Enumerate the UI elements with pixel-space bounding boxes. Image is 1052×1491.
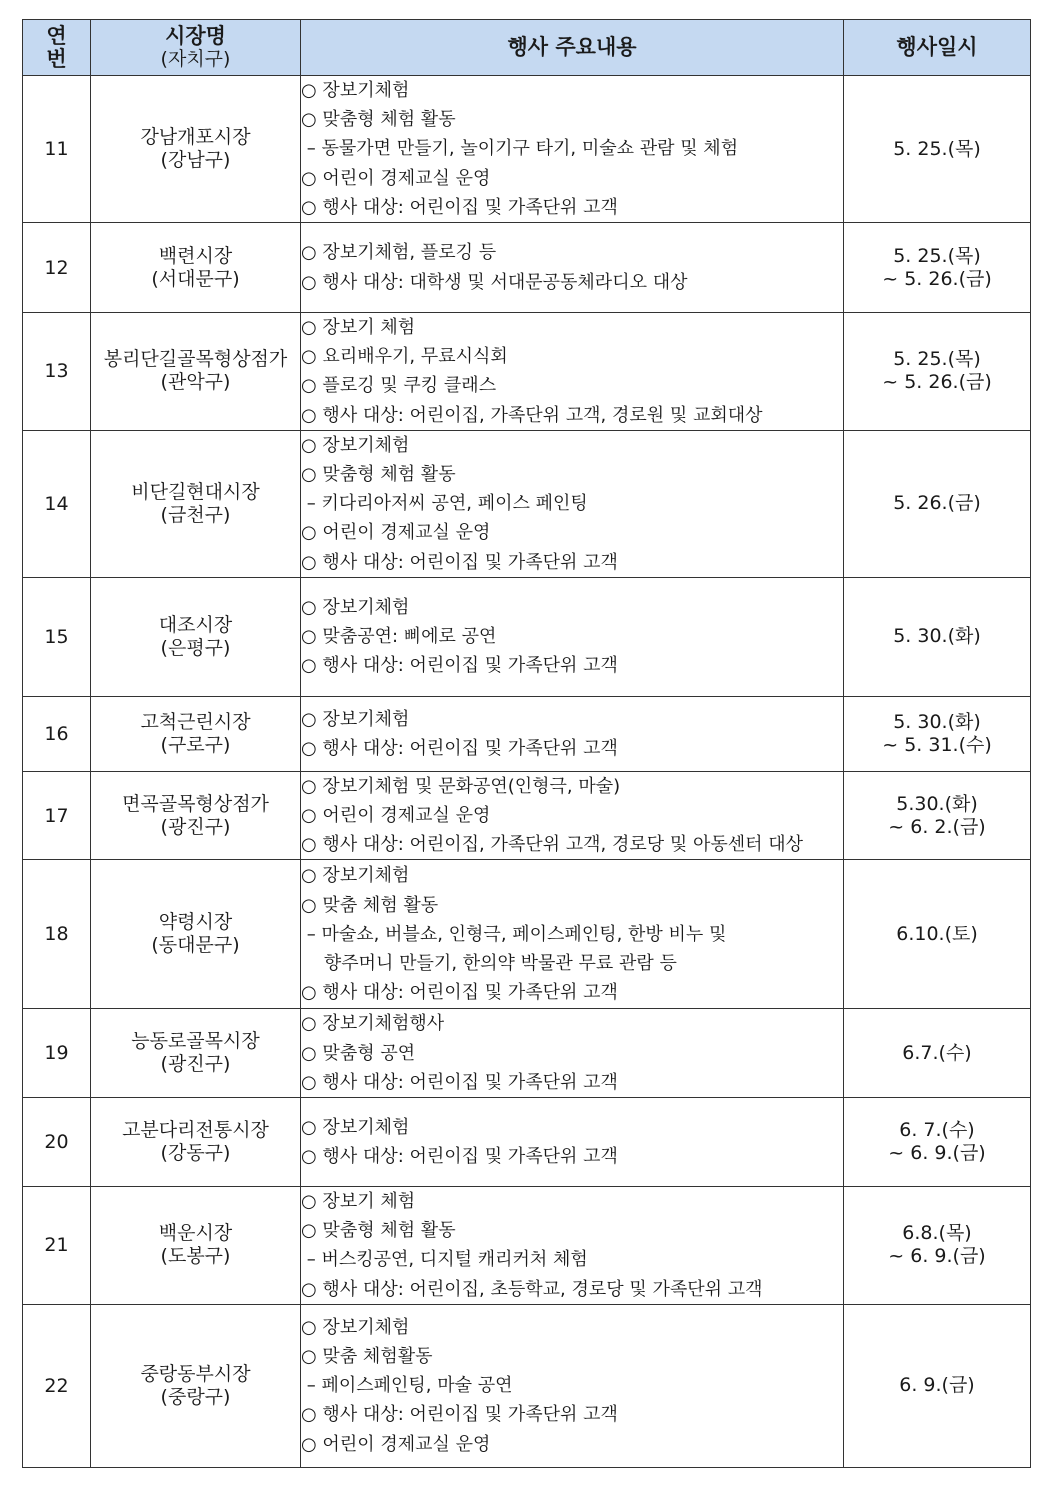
row-number: 21: [23, 1187, 91, 1305]
event-content-line: ○ 어린이 경제교실 운영: [301, 1433, 491, 1455]
table-row: [23, 577, 1031, 696]
event-date-start: 5. 25.(목): [893, 348, 981, 371]
event-date-start: 6. 7.(수): [899, 1119, 975, 1142]
event-content-cell: [301, 1098, 844, 1187]
event-date-cell: [844, 1098, 1031, 1187]
header-date: 행사일시: [844, 20, 1031, 76]
table-row: [23, 76, 1031, 223]
header-number: 연 번: [23, 20, 91, 76]
table-row: [23, 313, 1031, 431]
event-content-line: ○ 장보기체험: [301, 80, 410, 101]
event-content-cell: [301, 1187, 844, 1305]
district-name: (구로구): [160, 733, 231, 756]
event-date-cell: [844, 76, 1031, 223]
market-cell: [91, 1304, 301, 1467]
event-date-cell: [844, 223, 1031, 313]
event-content-line: ○ 장보기체험: [301, 708, 410, 730]
row-number: 16: [23, 696, 91, 771]
event-date-cell: [844, 577, 1031, 696]
event-date-cell: [844, 1187, 1031, 1305]
market-name: 약령시장: [158, 911, 233, 934]
table-row: [23, 430, 1031, 577]
table-row: [23, 696, 1031, 771]
market-name: 백련시장: [158, 244, 233, 267]
row-number: 18: [23, 860, 91, 1009]
row-number: 11: [23, 76, 91, 223]
event-content-line: ○ 행사 대상: 어린이집, 가족단위 고객, 경로당 및 아동센터 대상: [301, 834, 804, 856]
market-name: 백운시장: [158, 1222, 233, 1245]
market-name: 봉리단길골목형상점가: [103, 348, 288, 371]
district-name: (도봉구): [160, 1245, 231, 1268]
market-cell: [91, 860, 301, 1009]
event-content-line: ○ 행사 대상: 어린이집 및 가족단위 고객: [301, 1146, 618, 1168]
district-name: (광진구): [160, 1053, 231, 1076]
event-date-cell: [844, 1009, 1031, 1098]
event-content-line: ○ 행사 대상: 어린이집, 가족단위 고객, 경로원 및 교회대상: [301, 404, 763, 426]
event-content-cell: [301, 860, 844, 1009]
row-number: 13: [23, 313, 91, 431]
event-content-line: 향주머니 만들기, 한의약 박물관 무료 관람 등: [301, 953, 677, 975]
event-content-line: – 키다리아저씨 공연, 페이스 페인팅: [301, 493, 588, 515]
event-date-end: ~ 6. 2.(금): [888, 815, 986, 838]
event-date-start: 5.30.(화): [896, 792, 978, 815]
market-cell: [91, 223, 301, 313]
event-date-start: 6.8.(목): [902, 1222, 972, 1245]
event-content-line: ○ 행사 대상: 어린이집 및 가족단위 고객: [301, 1071, 618, 1093]
event-content-cell: [301, 577, 844, 696]
market-name: 고척근린시장: [140, 710, 251, 733]
row-number: 14: [23, 430, 91, 577]
event-content-line: ○ 행사 대상: 대학생 및 서대문공동체라디오 대상: [301, 271, 688, 293]
district-name: (중랑구): [160, 1385, 231, 1408]
event-content-cell: [301, 696, 844, 771]
market-cell: [91, 1098, 301, 1187]
table-row: [23, 1098, 1031, 1187]
event-content-line: ○ 맞춤형 체험 활동: [301, 464, 456, 486]
event-date-start: 6.10.(토): [896, 922, 978, 945]
row-number: 12: [23, 223, 91, 313]
event-content-line: ○ 어린이 경제교실 운영: [301, 167, 491, 189]
market-name: 면곡골목형상점가: [122, 792, 269, 815]
market-cell: [91, 430, 301, 577]
event-date-start: 5. 30.(화): [893, 625, 981, 648]
event-content-cell: [301, 223, 844, 313]
event-content-line: – 페이스페인팅, 마술 공연: [301, 1375, 513, 1397]
table-row: [23, 1187, 1031, 1305]
event-content-line: ○ 장보기체험, 플로깅 등: [301, 242, 497, 264]
event-content-line: ○ 행사 대상: 어린이집 및 가족단위 고객: [301, 655, 618, 677]
header-content: 행사 주요내용: [301, 20, 844, 76]
event-date-cell: [844, 771, 1031, 860]
event-content-cell: [301, 76, 844, 223]
table-header: [23, 20, 1031, 76]
event-date-start: 5. 25.(목): [893, 244, 981, 267]
event-content-line: ○ 행사 대상: 어린이집 및 가족단위 고객: [301, 737, 618, 759]
event-content-line: ○ 맞춤형 공연: [301, 1042, 416, 1064]
district-name: (광진구): [160, 815, 231, 838]
event-content-line: ○ 장보기체험: [301, 1316, 410, 1338]
event-date-start: 5. 25.(목): [893, 137, 981, 160]
event-content-cell: [301, 430, 844, 577]
event-date-start: 6. 9.(금): [899, 1374, 975, 1397]
event-content-line: ○ 장보기체험: [301, 865, 410, 887]
event-content-line: ○ 장보기 체험: [301, 1191, 416, 1213]
event-content-line: ○ 행사 대상: 어린이집 및 가족단위 고객: [301, 551, 618, 573]
event-content-line: ○ 장보기체험: [301, 434, 410, 456]
event-content-line: ○ 맞춤 체험 활동: [301, 894, 439, 916]
event-content-line: ○ 행사 대상: 어린이집 및 가족단위 고객: [301, 1404, 618, 1426]
event-date-start: 5. 26.(금): [893, 492, 981, 515]
event-date-cell: [844, 313, 1031, 431]
event-content-line: – 버스킹공연, 디지털 캐리커처 체험: [301, 1249, 588, 1271]
district-name: (금천구): [160, 503, 231, 526]
table-row: [23, 223, 1031, 313]
market-cell: [91, 1009, 301, 1098]
event-date-end: ~ 6. 9.(금): [888, 1142, 986, 1165]
event-date-end: ~ 5. 31.(수): [882, 733, 992, 756]
event-date-cell: [844, 1304, 1031, 1467]
event-content-line: ○ 맞춤형 체험 활동: [301, 109, 456, 131]
market-name: 중랑동부시장: [140, 1362, 251, 1385]
event-content-cell: [301, 313, 844, 431]
market-cell: [91, 577, 301, 696]
district-name: (은평구): [160, 636, 231, 659]
event-content-line: ○ 행사 대상: 어린이집, 초등학교, 경로당 및 가족단위 고객: [301, 1278, 763, 1300]
event-content-cell: [301, 1304, 844, 1467]
event-content-line: ○ 장보기 체험: [301, 317, 416, 339]
event-schedule-table: [22, 19, 1031, 1468]
event-date-cell: [844, 430, 1031, 577]
event-content-line: ○ 행사 대상: 어린이집 및 가족단위 고객: [301, 982, 618, 1004]
event-content-line: ○ 요리배우기, 무료시식회: [301, 346, 508, 368]
event-date-end: ~ 5. 26.(금): [882, 267, 992, 290]
market-cell: [91, 313, 301, 431]
table-row: [23, 1304, 1031, 1467]
event-content-line: ○ 맞춤형 체험 활동: [301, 1220, 456, 1242]
event-content-line: ○ 맞춤공연: 삐에로 공연: [301, 626, 497, 648]
event-date-end: ~ 6. 9.(금): [888, 1245, 986, 1268]
table-row: [23, 860, 1031, 1009]
event-content-line: ○ 어린이 경제교실 운영: [301, 805, 491, 827]
event-date-end: ~ 5. 26.(금): [882, 371, 992, 394]
event-date-cell: [844, 860, 1031, 1009]
event-content-line: ○ 장보기체험 및 문화공연(인형극, 마술): [301, 775, 621, 797]
market-cell: [91, 76, 301, 223]
event-date-cell: [844, 696, 1031, 771]
event-content-line: – 마술쇼, 버블쇼, 인형극, 페이스페인팅, 한방 비누 및: [301, 923, 727, 945]
market-name: 대조시장: [158, 613, 233, 636]
header-market: 시장명 (자치구): [91, 20, 301, 76]
event-content-line: ○ 장보기체험행사: [301, 1013, 445, 1035]
market-cell: [91, 771, 301, 860]
event-content-line: ○ 플로깅 및 쿠킹 클래스: [301, 375, 497, 397]
event-content-cell: [301, 1009, 844, 1098]
event-date-start: 5. 30.(화): [893, 710, 981, 733]
district-name: (강남구): [160, 149, 231, 171]
event-content-line: ○ 장보기체험: [301, 1116, 410, 1138]
event-content-line: ○ 어린이 경제교실 운영: [301, 522, 491, 544]
table-row: [23, 1009, 1031, 1098]
row-number: 19: [23, 1009, 91, 1098]
market-cell: [91, 1187, 301, 1305]
district-name: (관악구): [160, 371, 231, 394]
row-number: 22: [23, 1304, 91, 1467]
event-content-cell: [301, 771, 844, 860]
row-number: 15: [23, 577, 91, 696]
market-cell: [91, 696, 301, 771]
market-name: 능동로골목시장: [131, 1030, 260, 1053]
table-row: [23, 771, 1031, 860]
market-name: 강남개포시장: [140, 126, 251, 148]
event-content-line: ○ 맞춤 체험활동: [301, 1346, 433, 1368]
event-content-line: ○ 행사 대상: 어린이집 및 가족단위 고객: [301, 196, 618, 218]
table-body: [23, 76, 1031, 1468]
market-name: 비단길현대시장: [131, 480, 260, 503]
district-name: (동대문구): [151, 934, 240, 957]
district-name: (서대문구): [151, 267, 240, 290]
row-number: 20: [23, 1098, 91, 1187]
event-content-line: – 동물가면 만들기, 놀이기구 타기, 미술쇼 관람 및 체험: [301, 138, 739, 160]
event-date-start: 6.7.(수): [902, 1041, 972, 1064]
row-number: 17: [23, 771, 91, 860]
event-content-line: ○ 장보기체험: [301, 597, 410, 619]
market-name: 고분다리전통시장: [122, 1119, 269, 1142]
district-name: (강동구): [160, 1142, 231, 1165]
